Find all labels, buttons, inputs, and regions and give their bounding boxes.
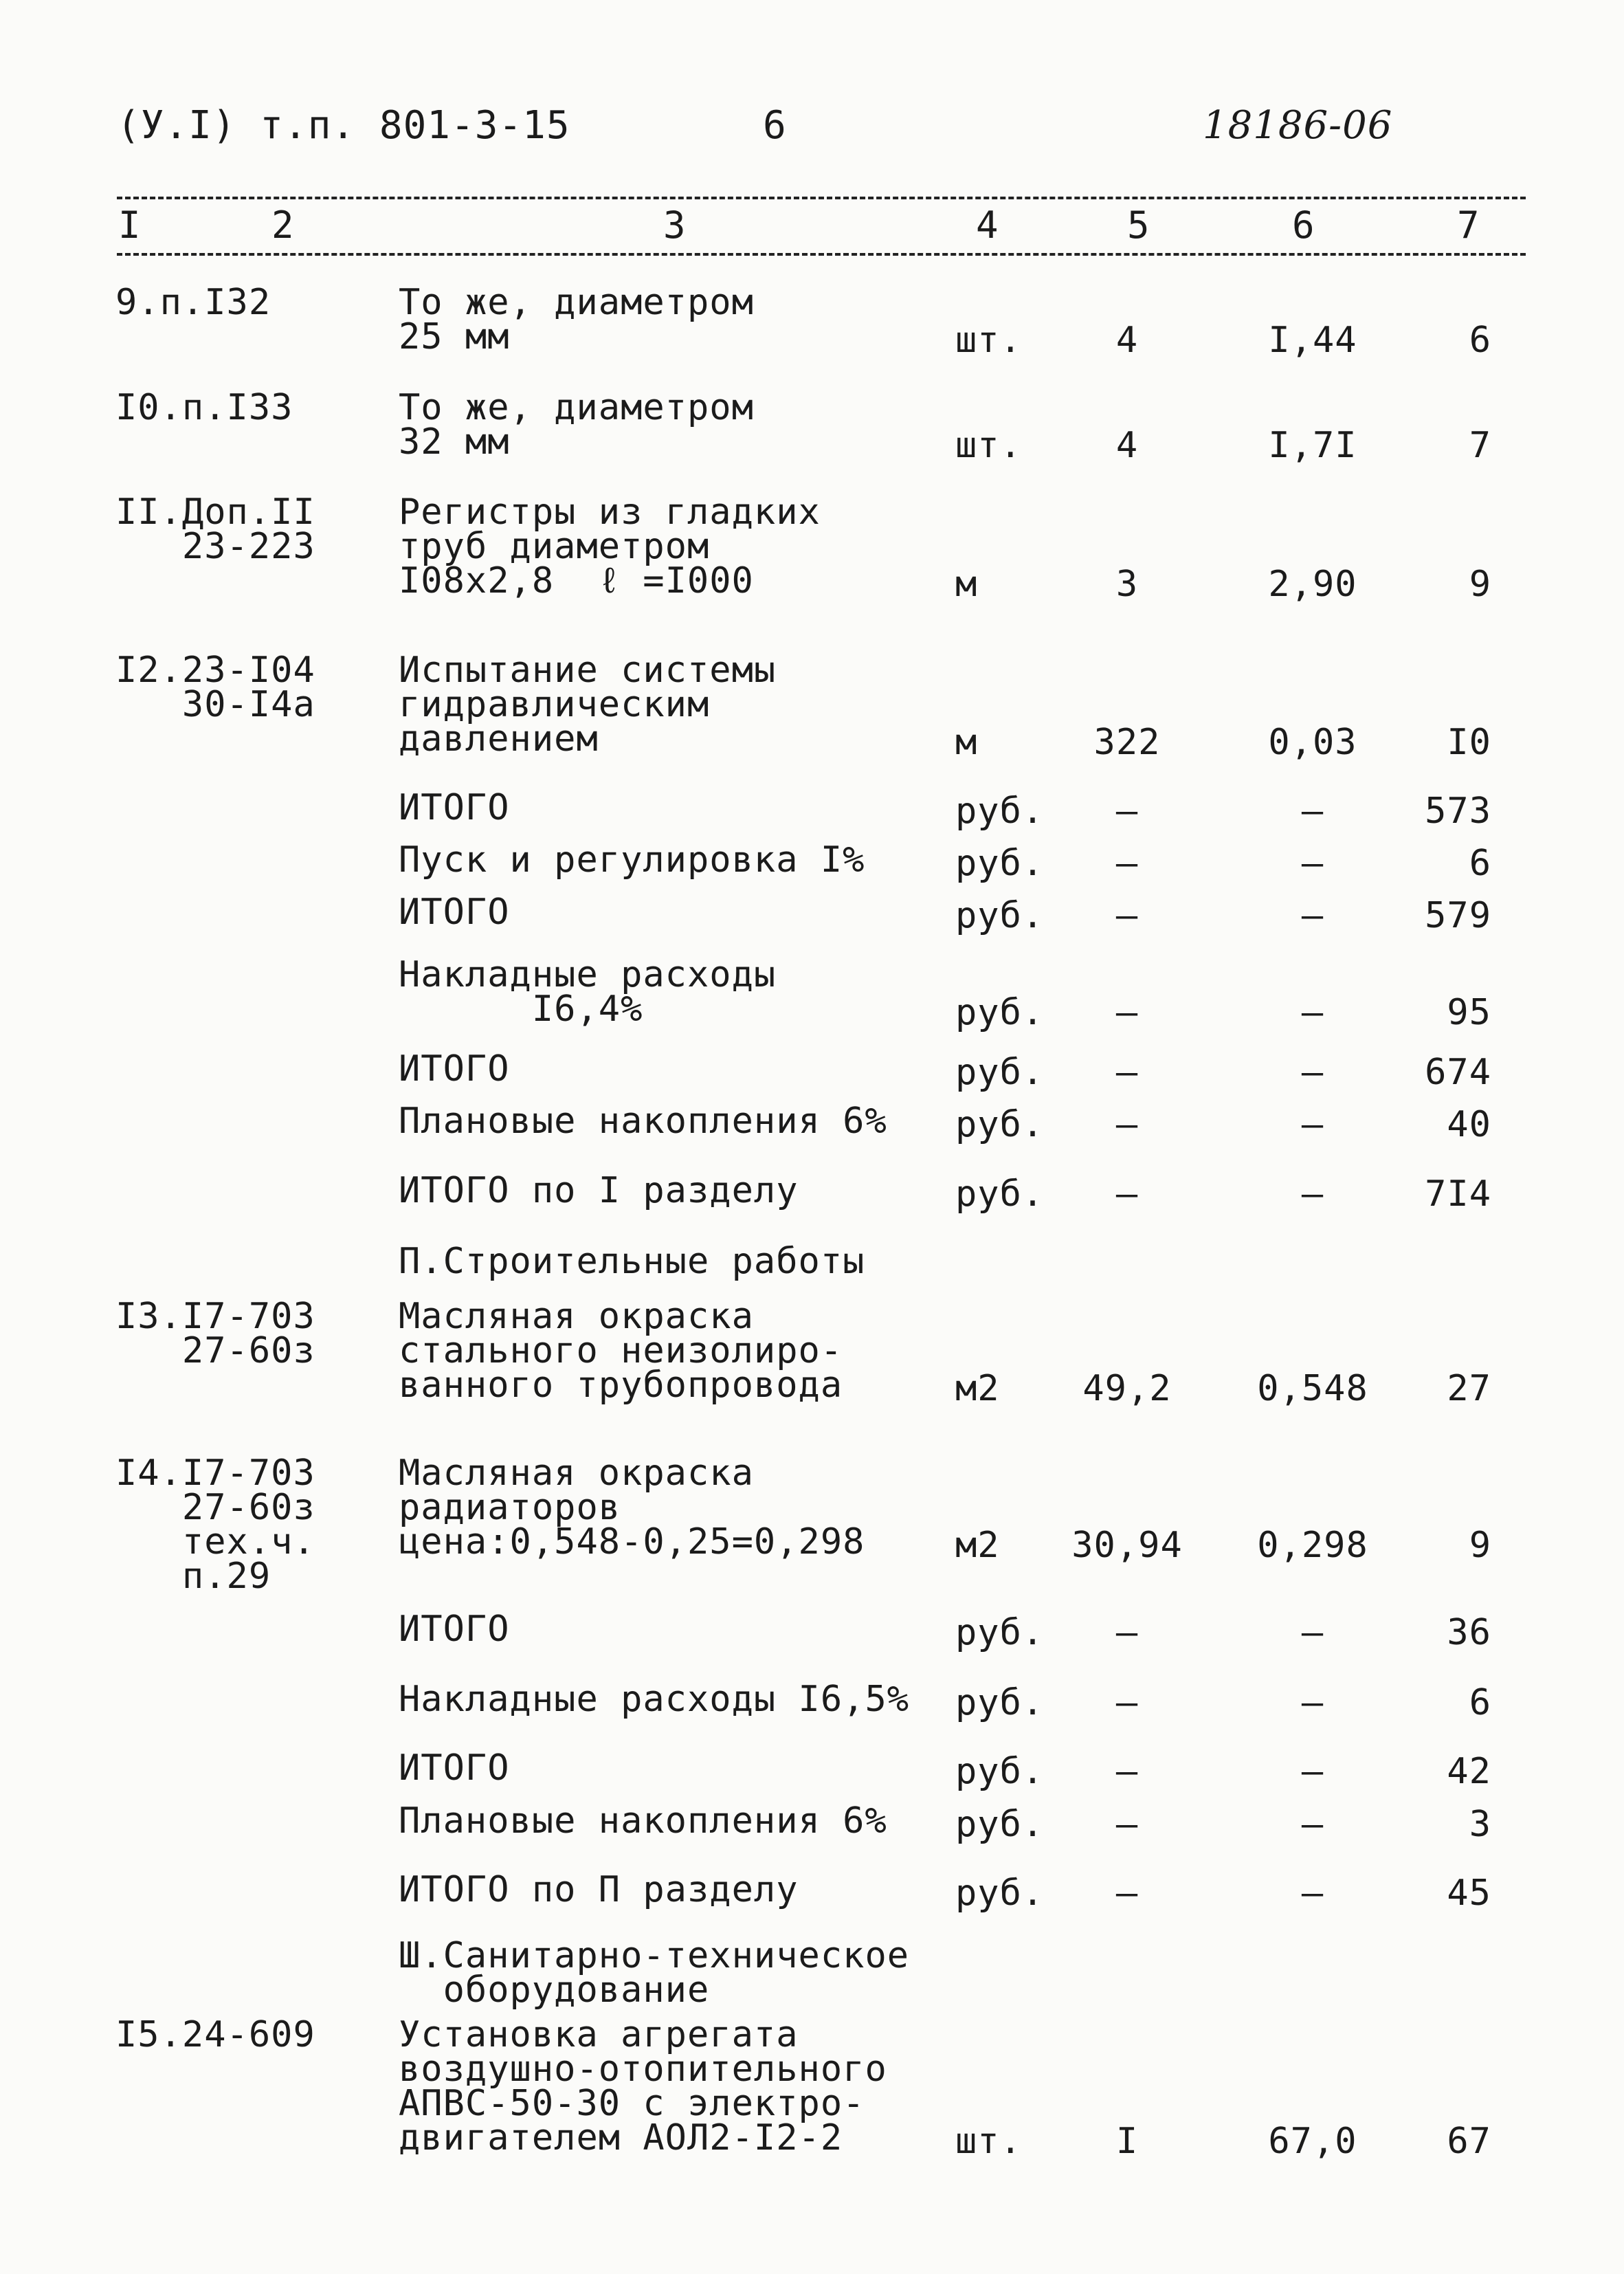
item-description-cell: ИТОГО — [399, 1609, 510, 1650]
total-cost-cell: 579 — [1425, 895, 1491, 936]
column-number-7: 7 — [1457, 203, 1480, 247]
total-cost-cell: 7I4 — [1425, 1173, 1491, 1215]
total-cost-cell: 674 — [1425, 1052, 1491, 1093]
quantity-cell: – — [1115, 1173, 1139, 1215]
column-number-4: 4 — [976, 203, 999, 247]
total-cost-cell: 45 — [1447, 1873, 1491, 1914]
unit-price-cell: I,44 — [1268, 320, 1357, 361]
unit-price-cell: – — [1301, 1682, 1324, 1723]
item-description-cell: Плановые накопления 6% — [399, 1800, 887, 1842]
unit-cell: м — [955, 722, 978, 763]
quantity-cell: – — [1115, 1873, 1139, 1914]
unit-price-cell: – — [1301, 1751, 1324, 1792]
item-code-cell: I4.I7-703 27-60з тех.ч. п.29 — [115, 1453, 315, 1597]
item-description-cell: Накладные расходы I6,5% — [399, 1679, 910, 1720]
quantity-cell: 4 — [1115, 425, 1139, 466]
total-cost-cell: 7 — [1469, 425, 1491, 466]
unit-price-cell: – — [1301, 791, 1324, 832]
unit-price-cell: – — [1301, 843, 1324, 884]
unit-cell: руб. — [955, 843, 1045, 884]
item-description-cell: Пуск и регулировка I% — [399, 839, 865, 881]
unit-cell: руб. — [955, 791, 1045, 832]
unit-cell: руб. — [955, 1612, 1045, 1653]
total-cost-cell: 36 — [1447, 1612, 1491, 1653]
total-cost-cell: 6 — [1469, 320, 1491, 361]
item-description-cell: То же, диаметром 25 мм — [399, 282, 754, 357]
unit-cell: м — [955, 564, 978, 605]
unit-price-cell: 2,90 — [1268, 564, 1357, 605]
unit-cell: руб. — [955, 1751, 1045, 1792]
quantity-cell: – — [1115, 1104, 1139, 1145]
item-code-cell: I3.I7-703 27-60з — [115, 1296, 315, 1371]
item-description-cell: Ш.Санитарно-техническое оборудование — [399, 1935, 910, 2011]
item-code-cell: 9.п.I32 — [115, 282, 271, 323]
unit-price-cell: – — [1301, 895, 1324, 936]
item-description-cell: Масляная окраска стального неизолиро- ванного трубопровода — [399, 1296, 843, 1406]
item-code-cell: I0.п.I33 — [115, 387, 293, 428]
item-description-cell: То же, диаметром 32 мм — [399, 387, 754, 463]
column-number-2: 2 — [271, 203, 295, 247]
total-cost-cell: I0 — [1447, 722, 1491, 763]
total-cost-cell: 3 — [1469, 1804, 1491, 1845]
item-description-cell: Испытание системы гидравлическим давлением — [399, 650, 777, 760]
item-description-cell: ИТОГО — [399, 787, 510, 828]
column-number-3: 3 — [663, 203, 687, 247]
item-description-cell: ИТОГО по П разделу — [399, 1869, 799, 1910]
document-number: 18186-06 — [1203, 103, 1393, 148]
quantity-cell: – — [1115, 843, 1139, 884]
total-cost-cell: 9 — [1469, 1525, 1491, 1566]
unit-price-cell: – — [1301, 992, 1324, 1033]
page-number: 6 — [763, 103, 787, 148]
item-description-cell: ИТОГО — [399, 892, 510, 933]
unit-cell: руб. — [955, 1173, 1045, 1215]
table-rule-bottom — [117, 253, 1526, 256]
total-cost-cell: 9 — [1469, 564, 1491, 605]
unit-cell: шт. — [955, 425, 1022, 466]
unit-price-cell: – — [1301, 1104, 1324, 1145]
item-description-cell: Регистры из гладких труб диаметром I08х2,8 ℓ =I000 — [399, 492, 821, 601]
item-description-cell: П.Строительные работы — [399, 1241, 865, 1282]
quantity-cell: – — [1115, 1612, 1139, 1653]
item-description-cell: Установка агрегата воздушно-отопительного АПВС-50-30 с электро- двигателем АОЛ2-I2-2 — [399, 2014, 887, 2159]
quantity-cell: – — [1115, 1682, 1139, 1723]
unit-price-cell: I,7I — [1268, 425, 1357, 466]
unit-cell: руб. — [955, 1804, 1045, 1845]
total-cost-cell: 6 — [1469, 1682, 1491, 1723]
unit-price-cell: – — [1301, 1804, 1324, 1845]
unit-cell: м2 — [955, 1368, 1000, 1409]
quantity-cell: – — [1115, 1751, 1139, 1792]
quantity-cell: 30,94 — [1071, 1525, 1183, 1566]
quantity-cell: 49,2 — [1082, 1368, 1172, 1409]
total-cost-cell: 573 — [1425, 791, 1491, 832]
item-description-cell: ИТОГО по I разделу — [399, 1170, 799, 1211]
unit-price-cell: – — [1301, 1173, 1324, 1215]
quantity-cell: – — [1115, 791, 1139, 832]
quantity-cell: – — [1115, 1052, 1139, 1093]
unit-cell: руб. — [955, 1682, 1045, 1723]
quantity-cell: 322 — [1093, 722, 1161, 763]
unit-price-cell: 0,298 — [1257, 1525, 1368, 1566]
unit-price-cell: – — [1301, 1052, 1324, 1093]
total-cost-cell: 6 — [1469, 843, 1491, 884]
unit-cell: шт. — [955, 2121, 1022, 2162]
unit-cell: шт. — [955, 320, 1022, 361]
unit-cell: руб. — [955, 992, 1045, 1033]
quantity-cell: I — [1115, 2121, 1139, 2162]
quantity-cell: – — [1115, 1804, 1139, 1845]
item-description-cell: ИТОГО — [399, 1747, 510, 1789]
item-description-cell: ИТОГО — [399, 1048, 510, 1090]
total-cost-cell: 42 — [1447, 1751, 1491, 1792]
unit-price-cell: 0,548 — [1257, 1368, 1368, 1409]
total-cost-cell: 95 — [1447, 992, 1491, 1033]
quantity-cell: 3 — [1115, 564, 1139, 605]
unit-cell: руб. — [955, 1052, 1045, 1093]
unit-cell: руб. — [955, 1104, 1045, 1145]
unit-price-cell: 0,03 — [1268, 722, 1357, 763]
column-number-6: 6 — [1292, 203, 1315, 247]
table-rule-top — [117, 197, 1526, 199]
item-description-cell: Масляная окраска радиаторов цена:0,548-0,25=0,298 — [399, 1453, 865, 1563]
total-cost-cell: 40 — [1447, 1104, 1491, 1145]
unit-cell: руб. — [955, 895, 1045, 936]
total-cost-cell: 27 — [1447, 1368, 1491, 1409]
unit-price-cell: 67,0 — [1268, 2121, 1357, 2162]
header-designation: (У.I) т.п. 801-3-15 — [117, 103, 570, 148]
item-description-cell: Накладные расходы I6,4% — [399, 954, 777, 1030]
unit-cell: м2 — [955, 1525, 1000, 1566]
quantity-cell: – — [1115, 895, 1139, 936]
quantity-cell: – — [1115, 992, 1139, 1033]
item-code-cell: I5.24-609 — [115, 2014, 315, 2055]
quantity-cell: 4 — [1115, 320, 1139, 361]
unit-price-cell: – — [1301, 1873, 1324, 1914]
unit-cell: руб. — [955, 1873, 1045, 1914]
column-number-1: I — [118, 203, 142, 247]
unit-price-cell: – — [1301, 1612, 1324, 1653]
item-code-cell: II.Доп.II 23-223 — [115, 492, 315, 567]
column-number-5: 5 — [1127, 203, 1150, 247]
total-cost-cell: 67 — [1447, 2121, 1491, 2162]
item-description-cell: Плановые накопления 6% — [399, 1101, 887, 1142]
item-code-cell: I2.23-I04 30-I4а — [115, 650, 315, 725]
